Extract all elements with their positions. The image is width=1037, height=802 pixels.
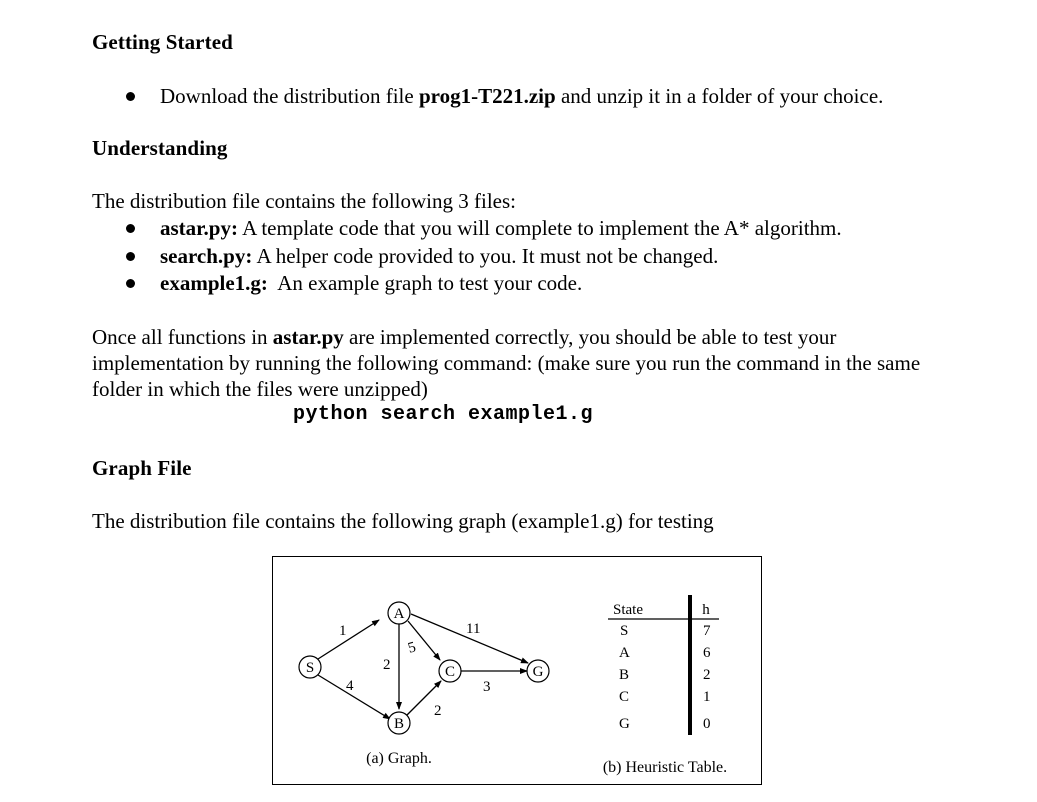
file-desc: A helper code provided to you. It must not be changed. (252, 244, 719, 268)
heading-understanding: Understanding (92, 136, 228, 160)
heuristic-table (608, 595, 719, 735)
table-cell-h: 0 (703, 716, 711, 732)
bullet-dot (126, 92, 135, 101)
graph-node-c (439, 660, 461, 682)
para-text: are implemented correctly, you should be able to test your (343, 325, 837, 349)
graph-node-g (527, 660, 549, 682)
graph-node-s (299, 656, 321, 678)
file-desc: A template code that you will complete to implement the A* algorithm. (237, 216, 842, 240)
file-item-example (160, 270, 582, 296)
zip-filename: prog1-T221.zip (418, 84, 556, 108)
table-header-state: State (613, 602, 643, 618)
para-line-1 (92, 324, 836, 350)
svg-text:S: S (305, 660, 315, 676)
table-cell-state: S (620, 623, 629, 639)
files-intro: The distribution file contains the following 3 files: (92, 189, 517, 213)
edge-weight: 4 (346, 678, 354, 694)
table-header-h: h (702, 602, 710, 618)
edge-weight: 1 (339, 623, 347, 639)
file-item-astar (160, 215, 842, 241)
para-bold-file: astar.py (272, 325, 344, 349)
heading-graph-file: Graph File (92, 456, 192, 480)
graph-node-a (388, 602, 410, 624)
svg-text:G: G (532, 664, 544, 680)
svg-text:A: A (393, 606, 405, 622)
table-cell-state: G (619, 716, 630, 732)
figure-svg (273, 557, 763, 786)
file-item-search (160, 243, 718, 269)
bullet-dot (126, 279, 135, 288)
graph-node-b (388, 712, 410, 734)
table-cell-h: 6 (703, 645, 711, 661)
table-cell-h: 2 (703, 667, 711, 683)
download-instruction (160, 83, 883, 109)
table-divider (688, 595, 692, 735)
file-name: search.py: (160, 244, 253, 268)
svg-text:B: B (393, 716, 405, 732)
para-text: Once all functions in (92, 325, 273, 349)
edge-weight: 5 (406, 639, 418, 657)
edge-weight: 2 (383, 657, 391, 673)
download-post: and unzip it in a folder of your choice. (555, 84, 884, 108)
table-cell-state: C (619, 689, 630, 705)
para-line-2: implementation by running the following command: (make sure you run the command in the same (92, 351, 921, 375)
figure-box (272, 556, 762, 785)
svg-text:C: C (444, 664, 456, 680)
table-cell-h: 7 (703, 623, 711, 639)
edge-weight: 3 (483, 679, 491, 695)
download-pre: Download the distribution file (160, 84, 419, 108)
graph-intro: The distribution file contains the following graph (example1.g) for testing (92, 509, 714, 533)
graph-caption: (a) Graph. (366, 750, 432, 767)
edge-s-a (318, 620, 379, 659)
bullet-dot (126, 252, 135, 261)
file-name: astar.py: (160, 216, 238, 240)
table-caption: (b) Heuristic Table. (602, 759, 728, 776)
command-line: python search example1.g (293, 403, 594, 426)
file-desc: An example graph to test your code. (267, 271, 583, 295)
para-line-3: folder in which the files were unzipped) (92, 377, 428, 401)
edge-s-b (318, 675, 390, 719)
heading-getting-started: Getting Started (92, 30, 233, 54)
table-cell-h: 1 (703, 689, 711, 705)
edge-weight: 11 (466, 621, 481, 637)
table-cell-state: B (619, 667, 630, 683)
file-name: example1.g: (160, 271, 268, 295)
bullet-dot (126, 224, 135, 233)
table-cell-state: A (619, 645, 630, 661)
edge-weight: 2 (434, 703, 442, 719)
